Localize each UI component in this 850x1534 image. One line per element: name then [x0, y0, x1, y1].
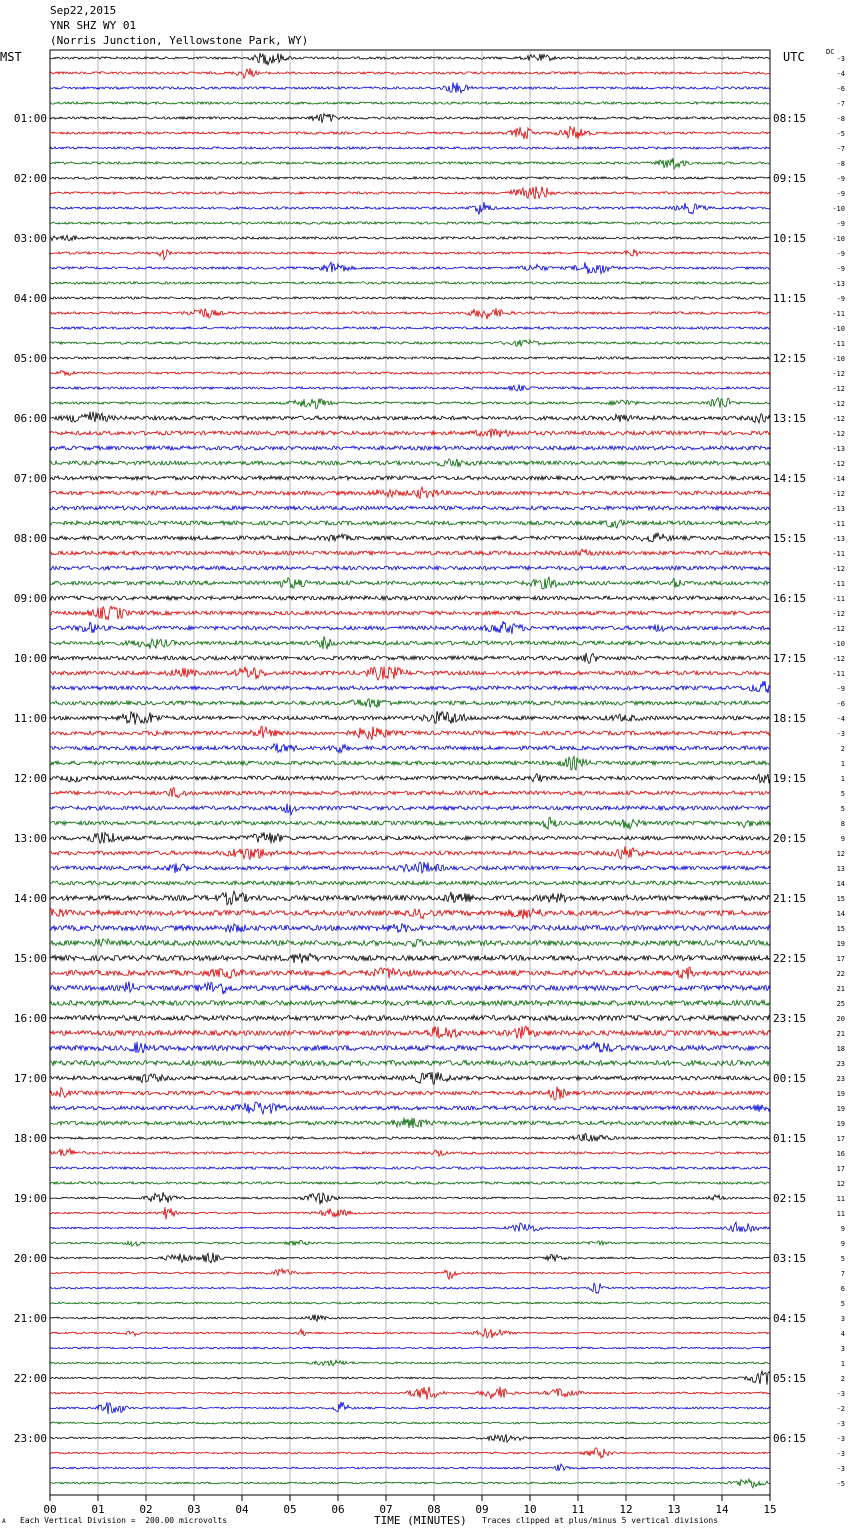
utc-hour-label: 00:15: [773, 1072, 807, 1085]
seismic-trace: [50, 1042, 770, 1054]
seismic-trace: [50, 1192, 770, 1204]
seismic-trace: [50, 817, 770, 829]
seismic-trace: [50, 1464, 770, 1471]
dc-offset-label: -12: [832, 625, 845, 633]
plot-frame: [50, 50, 770, 1495]
utc-hour-label: 04:15: [773, 1312, 807, 1325]
dc-offset-label: -11: [832, 550, 845, 558]
seismic-trace: [50, 308, 770, 319]
dc-offset-label: -3: [836, 1390, 845, 1398]
utc-hour-label: 23:15: [773, 1012, 807, 1025]
dc-offset-label: 9: [840, 835, 845, 843]
dc-offset-label: -3: [836, 55, 845, 63]
dc-offset-label: -3: [836, 730, 845, 738]
dc-offset-label: 15: [836, 895, 845, 903]
utc-hour-label: 21:15: [773, 892, 807, 905]
utc-hour-label: 09:15: [773, 172, 807, 185]
seismic-trace: [50, 222, 770, 224]
utc-hour-label: 05:15: [773, 1372, 807, 1385]
dc-offset-label: -11: [832, 520, 845, 528]
seismic-trace: [50, 487, 770, 498]
seismic-trace: [50, 282, 770, 284]
dc-offset-label: 6: [840, 1285, 845, 1293]
dc-offset-label: 19: [836, 1120, 845, 1128]
dc-offset-label: 1: [840, 775, 845, 783]
seismic-trace: [50, 158, 770, 169]
clip-note: Traces clipped at plus/minus 5 vertical divisions: [482, 1516, 719, 1525]
utc-hour-label: 19:15: [773, 772, 807, 785]
utc-hour-label: 20:15: [773, 832, 807, 845]
dc-offset-label: -11: [832, 595, 845, 603]
dc-offset-label: -12: [832, 565, 845, 573]
seismic-trace: [50, 147, 770, 149]
seismic-trace: [50, 68, 770, 78]
dc-offset-label: -12: [832, 490, 845, 498]
mst-hour-label: 18:00: [13, 1132, 47, 1145]
seismic-trace: [50, 924, 770, 933]
seismic-trace: [50, 549, 770, 555]
seismic-trace: [50, 177, 770, 179]
dc-offset-label: 2: [840, 1375, 845, 1383]
dc-offset-label: -9: [836, 295, 845, 303]
mst-hour-label: 08:00: [13, 532, 47, 545]
dc-offset-label: -13: [832, 280, 845, 288]
dc-offset-label: -5: [836, 130, 845, 138]
seismic-trace: [50, 249, 770, 260]
seismic-trace: [50, 429, 770, 438]
dc-offset-label: -2: [836, 1405, 845, 1413]
seismic-trace: [50, 636, 770, 649]
mst-hour-label: 09:00: [13, 592, 47, 605]
dc-offset-label: -9: [836, 250, 845, 258]
dc-offset-label: -6: [836, 700, 845, 708]
dc-offset-label: -11: [832, 580, 845, 588]
seismic-trace: [50, 1360, 770, 1366]
dc-offset-label: -3: [836, 1420, 845, 1428]
seismic-trace: [50, 606, 770, 619]
dc-offset-label: 14: [836, 880, 845, 888]
seismic-trace: [50, 1072, 770, 1084]
dc-offset-label: 18: [836, 1045, 845, 1053]
dc-offset-label: -12: [832, 385, 845, 393]
dc-offset-label: 19: [836, 940, 845, 948]
seismic-trace: [50, 653, 770, 663]
dc-offset-label: 5: [840, 1300, 845, 1308]
utc-hour-label: 01:15: [773, 1132, 807, 1145]
seismic-trace: [50, 711, 770, 725]
dc-offset-label: 2: [840, 745, 845, 753]
dc-offset-label: 12: [836, 1180, 845, 1188]
utc-hour-label: 02:15: [773, 1192, 807, 1205]
grid-lines: [50, 50, 770, 1495]
x-tick-label: 09: [475, 1503, 489, 1516]
mst-hour-label: 07:00: [13, 472, 47, 485]
seismic-trace: [50, 1479, 770, 1488]
utc-hour-label: 16:15: [773, 592, 807, 605]
seismic-trace: [50, 1329, 770, 1339]
seismic-trace: [50, 262, 770, 274]
seismic-trace: [50, 1253, 770, 1263]
dc-offset-label: -11: [832, 310, 845, 318]
dc-offset-label: -8: [836, 160, 845, 168]
mst-hour-label: 12:00: [13, 772, 47, 785]
x-tick-label: 03: [187, 1503, 201, 1516]
seismic-trace: [50, 909, 770, 919]
dc-offset-label: 17: [836, 1165, 845, 1173]
seismic-trace: [50, 340, 770, 347]
seismic-trace: [50, 1448, 770, 1458]
seismic-trace: [50, 1167, 770, 1169]
seismic-trace: [50, 53, 770, 65]
seismic-trace: [50, 357, 770, 359]
dc-offset-label: -4: [836, 715, 845, 723]
dc-label: DC: [826, 48, 835, 56]
seismic-traces: [50, 53, 770, 1488]
seismic-trace: [50, 533, 770, 542]
dc-offset-label: -8: [836, 115, 845, 123]
utc-hour-label: 14:15: [773, 472, 807, 485]
x-axis-title: TIME (MINUTES): [374, 1514, 467, 1527]
dc-offset-label: 17: [836, 955, 845, 963]
seismic-trace: [50, 566, 770, 570]
dc-offset-label: 5: [840, 1255, 845, 1263]
x-tick-label: 02: [139, 1503, 153, 1516]
seismic-trace: [50, 459, 770, 467]
mst-hour-label: 11:00: [13, 712, 47, 725]
mst-hour-label: 02:00: [13, 172, 47, 185]
seismic-trace: [50, 1087, 770, 1100]
utc-hour-label: 11:15: [773, 292, 807, 305]
seismic-trace: [50, 506, 770, 510]
dc-offset-label: 4: [840, 1330, 845, 1338]
seismic-trace: [50, 881, 770, 885]
seismic-trace: [50, 667, 770, 680]
axis-labels: [14, 55, 845, 1516]
seismic-trace: [50, 681, 770, 693]
dc-offset-label: 19: [836, 1090, 845, 1098]
dc-offset-label: -12: [832, 400, 845, 408]
dc-offset-label: -12: [832, 655, 845, 663]
dc-offset-label: 25: [836, 1000, 845, 1008]
seismic-trace: [50, 398, 770, 408]
mst-hour-label: 05:00: [13, 352, 47, 365]
dc-offset-label: -14: [832, 475, 845, 483]
dc-offset-label: 17: [836, 1135, 845, 1143]
dc-offset-label: -9: [836, 220, 845, 228]
mst-hour-label: 17:00: [13, 1072, 47, 1085]
plot-date: Sep22,2015: [50, 4, 117, 17]
seismic-trace: [50, 1118, 770, 1128]
seismic-trace: [50, 1149, 770, 1157]
seismic-trace: [50, 1302, 770, 1304]
seismic-trace: [50, 953, 770, 963]
seismic-trace: [50, 1015, 770, 1020]
seismic-trace: [50, 726, 770, 740]
seismic-trace: [50, 476, 770, 480]
utc-hour-label: 03:15: [773, 1252, 807, 1265]
seismic-trace: [50, 1315, 770, 1322]
seismic-trace: [50, 774, 770, 784]
seismic-trace: [50, 327, 770, 329]
dc-offset-label: 23: [836, 1075, 845, 1083]
dc-offset-label: 9: [840, 1240, 845, 1248]
dc-offset-label: 21: [836, 1030, 845, 1038]
dc-offset-label: 20: [836, 1015, 845, 1023]
x-tick-label: 14: [715, 1503, 729, 1516]
left-timezone-label: MST: [0, 50, 22, 64]
dc-offset-label: -12: [832, 430, 845, 438]
seismic-trace: [50, 1387, 770, 1400]
dc-offset-label: 7: [840, 1270, 845, 1278]
dc-offset-label: -12: [832, 415, 845, 423]
utc-hour-label: 08:15: [773, 112, 807, 125]
utc-hour-label: 17:15: [773, 652, 807, 665]
dc-offset-label: 21: [836, 985, 845, 993]
seismic-trace: [50, 297, 770, 299]
seismic-trace: [50, 891, 770, 905]
seismic-trace: [50, 1422, 770, 1424]
seismic-trace: [50, 1283, 770, 1293]
utc-hour-label: 22:15: [773, 952, 807, 965]
dc-offset-label: -7: [836, 145, 845, 153]
dc-offset-label: 11: [836, 1195, 845, 1203]
seismic-trace: [50, 1347, 770, 1349]
seismic-trace: [50, 803, 770, 814]
seismic-trace: [50, 102, 770, 104]
x-tick-label: 10: [523, 1503, 537, 1516]
seismic-trace: [50, 756, 770, 770]
corner-mark: A: [2, 1518, 6, 1525]
mst-hour-label: 04:00: [13, 292, 47, 305]
x-tick-label: 04: [235, 1503, 249, 1516]
seismic-trace: [50, 202, 770, 215]
dc-offset-label: -11: [832, 670, 845, 678]
seismic-trace: [50, 846, 770, 859]
dc-offset-label: 1: [840, 760, 845, 768]
seismic-trace: [50, 114, 770, 123]
dc-offset-label: 22: [836, 970, 845, 978]
mst-hour-label: 03:00: [13, 232, 47, 245]
seismic-trace: [50, 1060, 770, 1065]
dc-offset-label: 12: [836, 850, 845, 858]
dc-offset-label: 5: [840, 790, 845, 798]
dc-offset-label: -5: [836, 1480, 845, 1488]
dc-offset-label: -9: [836, 190, 845, 198]
dc-offset-label: -10: [832, 355, 845, 363]
dc-offset-label: -13: [832, 445, 845, 453]
seismic-trace: [50, 385, 770, 391]
mst-hour-label: 13:00: [13, 832, 47, 845]
x-tick-label: 15: [763, 1503, 777, 1516]
seismic-trace: [50, 412, 770, 423]
dc-offset-label: 11: [836, 1210, 845, 1218]
mst-hour-label: 10:00: [13, 652, 47, 665]
x-tick-label: 07: [379, 1503, 393, 1516]
x-tick-label: 13: [667, 1503, 681, 1516]
dc-offset-label: -12: [832, 370, 845, 378]
x-tick-label: 06: [331, 1503, 345, 1516]
dc-offset-label: -3: [836, 1435, 845, 1443]
mst-hour-label: 23:00: [13, 1432, 47, 1445]
dc-offset-label: -4: [836, 70, 845, 78]
station-location: (Norris Junction, Yellowstone Park, WY): [50, 34, 309, 47]
seismic-trace: [50, 1102, 770, 1114]
utc-hour-label: 13:15: [773, 412, 807, 425]
dc-offset-label: -10: [832, 325, 845, 333]
dc-offset-label: 19: [836, 1105, 845, 1113]
dc-offset-label: -10: [832, 205, 845, 213]
dc-offset-label: -10: [832, 640, 845, 648]
seismic-trace: [50, 1371, 770, 1385]
seismic-trace: [50, 235, 770, 241]
seismic-trace: [50, 1026, 770, 1039]
seismic-trace: [50, 1240, 770, 1246]
mst-hour-label: 15:00: [13, 952, 47, 965]
seismic-trace: [50, 621, 770, 634]
seismic-trace: [50, 743, 770, 752]
seismic-trace: [50, 1134, 770, 1142]
seismic-trace: [50, 832, 770, 844]
dc-offset-label: -13: [832, 535, 845, 543]
seismic-trace: [50, 126, 770, 139]
mst-hour-label: 22:00: [13, 1372, 47, 1385]
mst-hour-label: 06:00: [13, 412, 47, 425]
x-tick-label: 05: [283, 1503, 297, 1516]
x-tick-label: 11: [571, 1503, 585, 1516]
mst-hour-label: 21:00: [13, 1312, 47, 1325]
mst-hour-label: 14:00: [13, 892, 47, 905]
utc-hour-label: 18:15: [773, 712, 807, 725]
dc-offset-label: -9: [836, 175, 845, 183]
seismic-trace: [50, 577, 770, 589]
x-tick-label: 08: [427, 1503, 441, 1516]
seismic-trace: [50, 1207, 770, 1219]
seismic-trace: [50, 981, 770, 994]
dc-offset-label: -3: [836, 1450, 845, 1458]
x-tick-label: 00: [43, 1503, 57, 1516]
dc-offset-label: -7: [836, 100, 845, 108]
seismic-trace: [50, 1222, 770, 1232]
dc-offset-label: 5: [840, 805, 845, 813]
mst-hour-label: 19:00: [13, 1192, 47, 1205]
station-name: YNR SHZ WY 01: [50, 19, 137, 32]
dc-offset-label: 3: [840, 1315, 845, 1323]
seismic-trace: [50, 967, 770, 979]
seismic-trace: [50, 596, 770, 600]
seismic-trace: [50, 1402, 770, 1414]
seismic-trace: [50, 1000, 770, 1005]
dc-offset-label: -12: [832, 610, 845, 618]
dc-offset-label: 1: [840, 1360, 845, 1368]
dc-offset-label: 23: [836, 1060, 845, 1068]
vertical-scale-note: Each Vertical Division = 200.00 microvolts: [20, 1516, 228, 1525]
dc-offset-label: -12: [832, 460, 845, 468]
dc-offset-label: 8: [840, 820, 845, 828]
dc-offset-label: 14: [836, 910, 845, 918]
dc-offset-label: -13: [832, 505, 845, 513]
x-tick-label: 12: [619, 1503, 633, 1516]
seismic-trace: [50, 186, 770, 199]
seismic-trace: [50, 1434, 770, 1442]
mst-hour-label: 20:00: [13, 1252, 47, 1265]
mst-hour-label: 01:00: [13, 112, 47, 125]
seismic-trace: [50, 446, 770, 450]
utc-hour-label: 12:15: [773, 352, 807, 365]
x-tick-label: 01: [91, 1503, 105, 1516]
mst-hour-label: 16:00: [13, 1012, 47, 1025]
seismic-trace: [50, 939, 770, 947]
dc-offset-label: 9: [840, 1225, 845, 1233]
right-timezone-label: UTC: [783, 50, 805, 64]
seismic-trace: [50, 371, 770, 376]
seismic-trace: [50, 82, 770, 93]
utc-hour-label: 10:15: [773, 232, 807, 245]
dc-offset-label: -3: [836, 1465, 845, 1473]
seismic-trace: [50, 862, 770, 873]
dc-offset-label: -6: [836, 85, 845, 93]
dc-offset-label: -9: [836, 685, 845, 693]
seismic-trace: [50, 788, 770, 798]
seismic-trace: [50, 1269, 770, 1279]
seismic-trace: [50, 699, 770, 708]
dc-offset-label: 13: [836, 865, 845, 873]
utc-hour-label: 06:15: [773, 1432, 807, 1445]
dc-offset-label: -10: [832, 235, 845, 243]
utc-hour-label: 15:15: [773, 532, 807, 545]
seismic-trace: [50, 520, 770, 528]
dc-offset-label: -11: [832, 340, 845, 348]
dc-offset-label: -9: [836, 265, 845, 273]
dc-offset-label: 16: [836, 1150, 845, 1158]
dc-offset-label: 3: [840, 1345, 845, 1353]
seismic-trace: [50, 1182, 770, 1184]
dc-offset-label: 15: [836, 925, 845, 933]
